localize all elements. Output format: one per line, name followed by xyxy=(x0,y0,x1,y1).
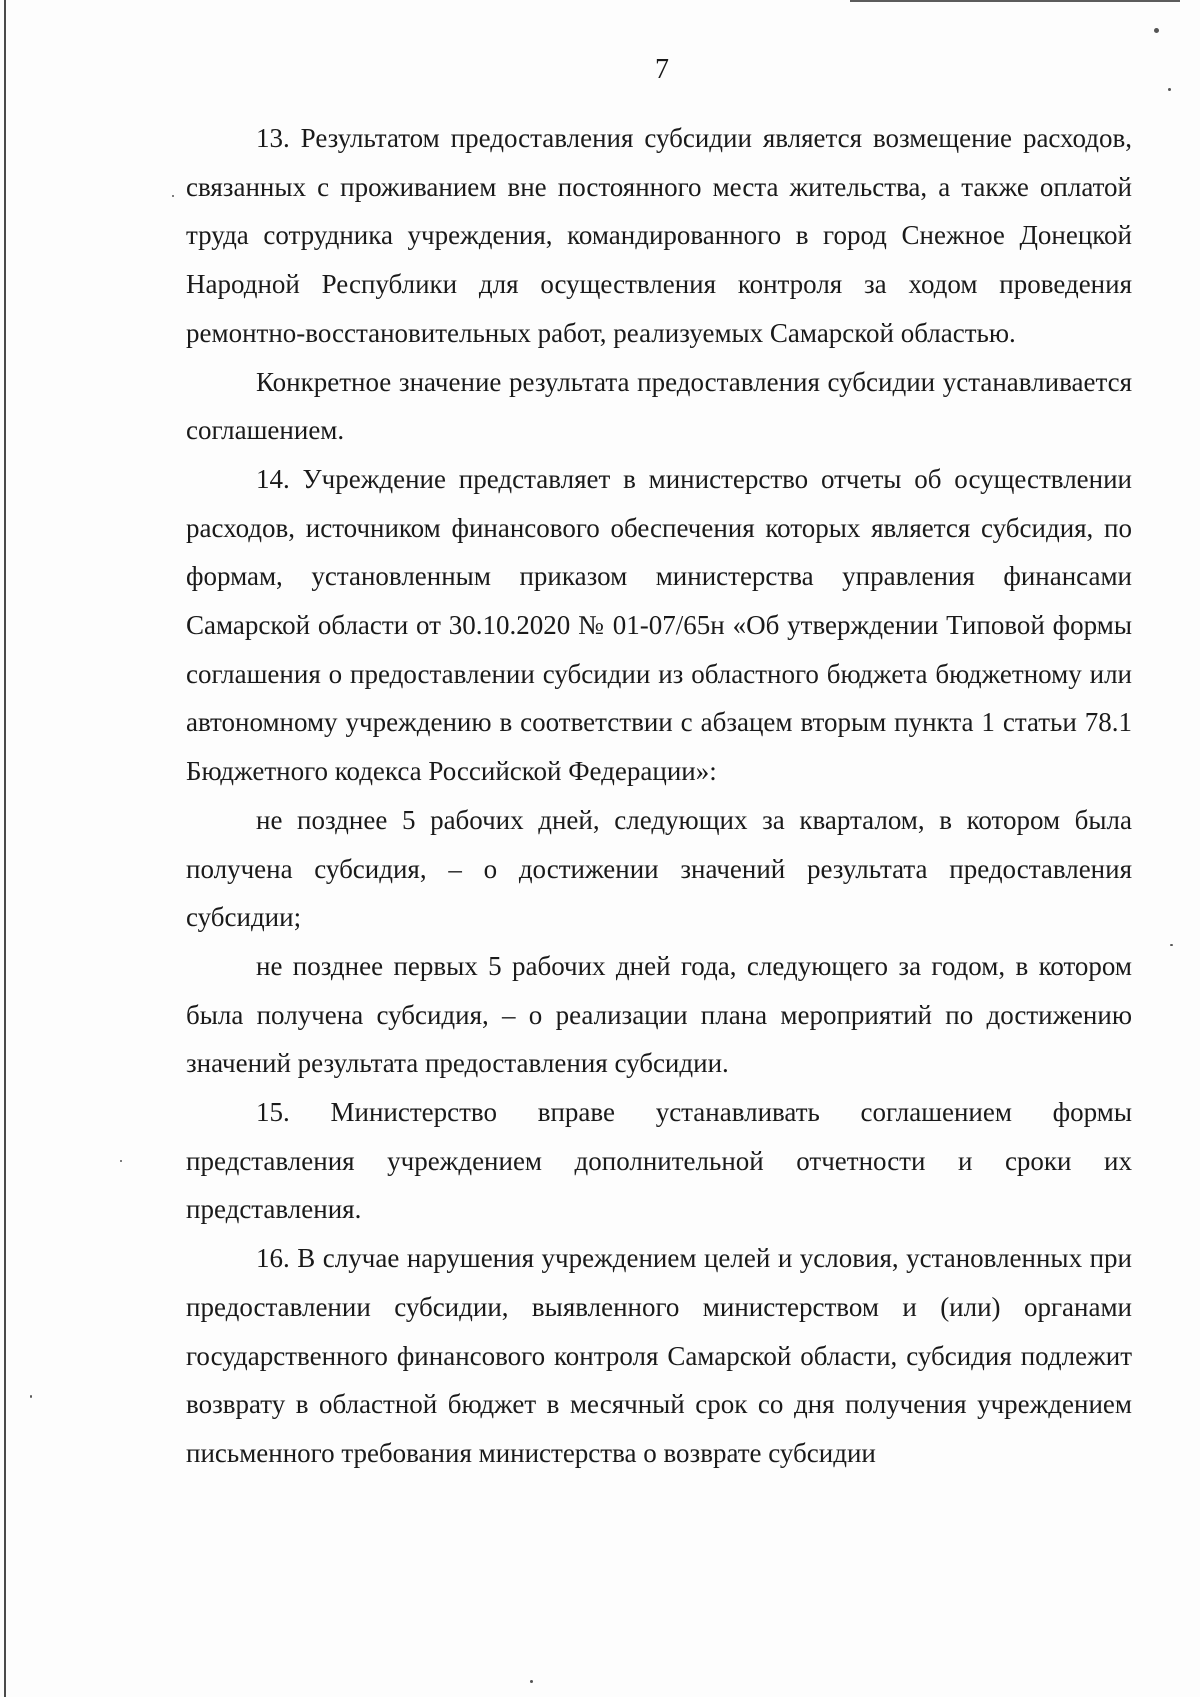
paragraph-result-value: Конкретное значение результата предоставления субсидии устанавливается соглашением. xyxy=(186,366,1132,446)
scan-speck xyxy=(530,1680,533,1683)
paragraph-annual-report: не позднее первых 5 рабочих дней года, следующего за годом, в котором была получена субсидия, – о реализации плана мероприятий по достижению значений результата предоставления субсидии. xyxy=(186,950,1132,1079)
scan-speck xyxy=(1170,944,1173,946)
scan-speck xyxy=(120,1160,122,1162)
paragraph-quarterly-report: не позднее 5 рабочих дней, следующих за кварталом, в котором была получена субсидия, – о достижении значений результата предоставления субсидии; xyxy=(186,804,1132,933)
paragraph-15: 15. Министерство вправе устанавливать соглашением формы представления учреждением дополнительной отчетности и сроки их представления. xyxy=(186,1097,1132,1225)
paragraph-14: 14. Учреждение представляет в министерство отчеты об осуществлении расходов, источником финансового обеспечения которых является субсидия, по формам, установленным приказом министерства управления финансами Самарской области от 30.10.2020 № 01-07/65н «Об утверждении Типовой формы соглашения о предоставлении субсидии из областного бюджета бюджетному или автономному учреждению в соответствии с абзацем вторым пункта 1 статьи 78.1 Бюджетного кодекса Российской Федерации»: xyxy=(186,463,1132,787)
scan-speck xyxy=(30,1395,32,1398)
scan-edge-left xyxy=(4,0,6,1697)
paragraph-13: 13. Результатом предоставления субсидии является возмещение расходов, связанных с проживанием вне постоянного места жительства, а также оплатой труда сотрудника учреждения, командированного в город Снежное Донецкой Народной Республики для осуществления контроля за ходом проведения ремонтно-восстановительных работ, реализуемых Самарской областью. xyxy=(186,123,1132,348)
scan-edge-top xyxy=(850,0,1180,2)
document-body xyxy=(186,114,1132,1478)
scan-speck xyxy=(172,195,174,197)
page-number: 7 xyxy=(655,54,669,85)
paragraph-16: 16. В случае нарушения учреждением целей и условия, установленных при предоставлении субсидии, выявленного министерством и (или) органами государственного финансового контроля Самарской области, субсидия подлежит возврату в областной бюджет в месячный срок со дня получения учреждением письменного требования министерства о возврате субсидии xyxy=(186,1243,1132,1468)
scan-speck xyxy=(1154,28,1159,33)
